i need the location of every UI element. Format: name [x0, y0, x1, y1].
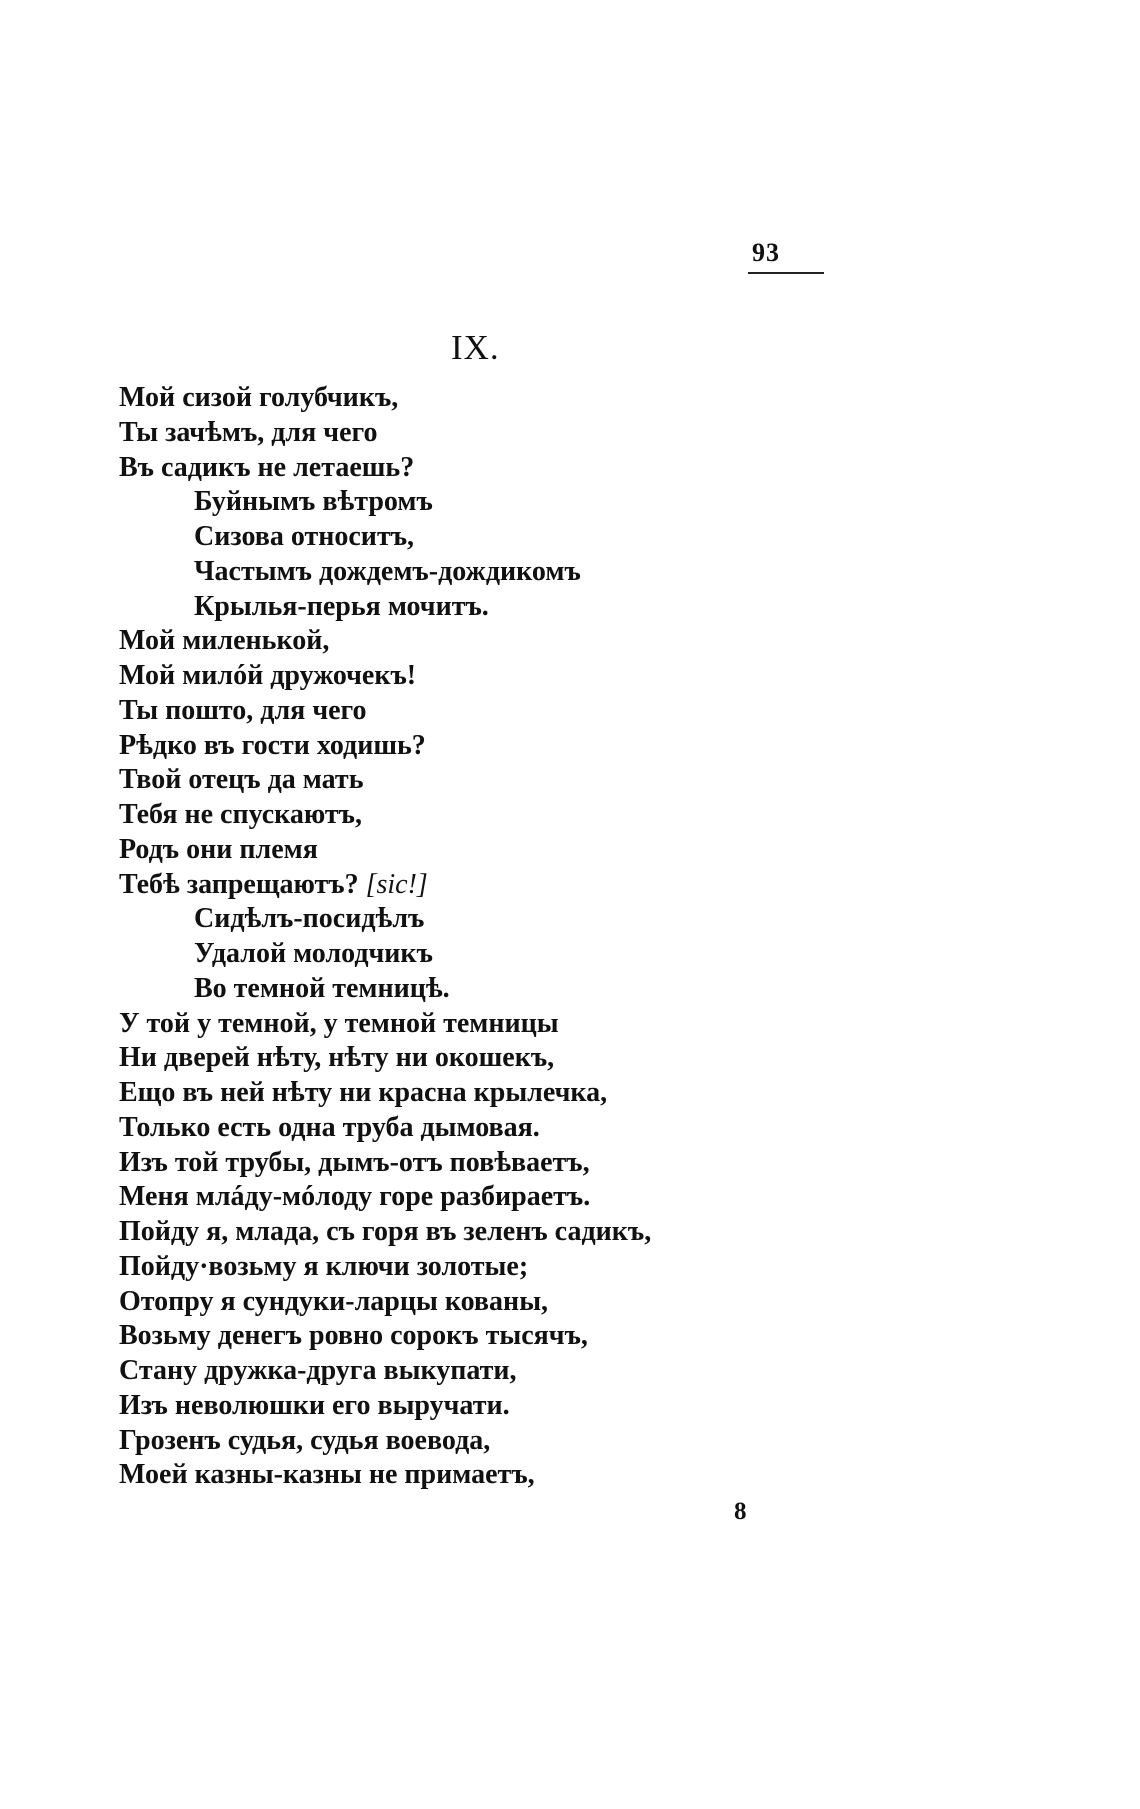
poem-line-text: Удалой молодчикъ — [194, 938, 433, 969]
poem-line — [119, 868, 1019, 903]
printer-signature-mark: 8 — [734, 1498, 747, 1525]
poem-line-text: Родъ они племя — [119, 833, 318, 865]
poem-line-text: Изъ той трубы, дымъ-отъ повѣваетъ, — [119, 1146, 590, 1178]
poem-line-text: Пойду я, млада, съ горя въ зеленъ садикъ, — [119, 1216, 652, 1247]
poem-line-text: Пойду·возьму я ключи золотые; — [119, 1250, 529, 1282]
poem-line-text: Стану дружка-друга выкупати, — [119, 1355, 517, 1386]
poem-line — [119, 798, 1019, 833]
poem-line-text: Отопру я сундуки-ларцы кованы, — [119, 1285, 549, 1317]
poem-text — [119, 381, 1019, 1493]
poem-line-text: Мой милóй дружочекъ! — [119, 660, 417, 691]
poem-line-text: Только есть одна труба дымовая. — [119, 1111, 540, 1143]
poem-line — [119, 590, 1019, 625]
poem-line — [119, 451, 1019, 486]
poem-line — [119, 659, 1019, 694]
poem-line-text: Твой отецъ да мать — [119, 764, 364, 796]
poem-line-text: Тебѣ запрещаютъ? — [119, 868, 359, 900]
poem-line — [119, 1250, 1019, 1285]
poem-line-text: Сизова относитъ, — [194, 521, 415, 552]
poem-line — [119, 694, 1019, 729]
poem-line — [119, 1111, 1019, 1146]
poem-line-text: Ты зачѣмъ, для чего — [119, 416, 378, 448]
poem-line-text: Буйнымъ вѣтромъ — [194, 486, 433, 518]
poem-line-text: Изъ неволюшки его выручати. — [119, 1389, 510, 1421]
page-number: 93 — [752, 238, 780, 267]
poem-line — [119, 485, 1019, 520]
poem-line — [119, 1215, 1019, 1250]
poem-line — [119, 1007, 1019, 1042]
editorial-note: [sic!] — [365, 868, 428, 900]
poem-line — [119, 729, 1019, 764]
poem-line-text: Ты пошто, для чего — [119, 694, 367, 726]
poem-line-text: Ещо въ ней нѣту ни красна крылечка, — [119, 1077, 608, 1108]
poem-line-text: Во темной темницѣ. — [194, 972, 450, 1004]
poem-line — [119, 1285, 1019, 1320]
poem-line-text: Ни дверей нѣту, нѣту ни окошекъ, — [119, 1042, 555, 1074]
poem-line-text: Рѣдко въ гости ходишь? — [119, 729, 426, 761]
poem-line — [119, 381, 1019, 416]
poem-line — [119, 1319, 1019, 1354]
poem-line — [119, 937, 1019, 972]
poem-line — [119, 1354, 1019, 1389]
poem-line — [119, 520, 1019, 555]
section-heading: IX. — [451, 328, 500, 367]
poem-line-text: Въ садикъ не летаешь? — [119, 451, 415, 483]
poem-line-text: Тебя не спускаютъ, — [119, 799, 362, 830]
poem-line-text: Грозенъ судья, судья воевода, — [119, 1424, 491, 1456]
poem-line — [119, 555, 1019, 590]
poem-line — [119, 624, 1019, 659]
poem-line — [119, 972, 1019, 1007]
poem-line — [119, 833, 1019, 868]
poem-line — [119, 1076, 1019, 1111]
poem-line-text: Крылья-перья мочитъ. — [194, 590, 489, 622]
poem-line-text: Моей казны-казны не примаетъ, — [119, 1459, 535, 1491]
poem-line — [119, 1424, 1019, 1459]
poem-line-text: Сидѣлъ-посидѣлъ — [194, 903, 425, 935]
poem-line — [119, 1458, 1019, 1493]
poem-line — [119, 1180, 1019, 1215]
poem-line — [119, 1041, 1019, 1076]
poem-line-text: Частымъ дождемъ-дождикомъ — [194, 555, 581, 587]
poem-line — [119, 416, 1019, 451]
poem-line-text: Возьму денегъ ровно сорокъ тысячъ, — [119, 1320, 588, 1352]
poem-line — [119, 902, 1019, 937]
poem-line-text: Меня млáду-мóлоду горе разбираетъ. — [119, 1181, 591, 1213]
poem-line-text: Мой сизой голубчикъ, — [119, 382, 399, 413]
poem-line — [119, 763, 1019, 798]
poem-line — [119, 1146, 1019, 1181]
poem-line-text: Мой миленькой, — [119, 625, 330, 657]
poem-line — [119, 1389, 1019, 1424]
page-number-rule — [748, 272, 824, 274]
poem-line-text: У той у темной, у темной темницы — [119, 1007, 559, 1039]
